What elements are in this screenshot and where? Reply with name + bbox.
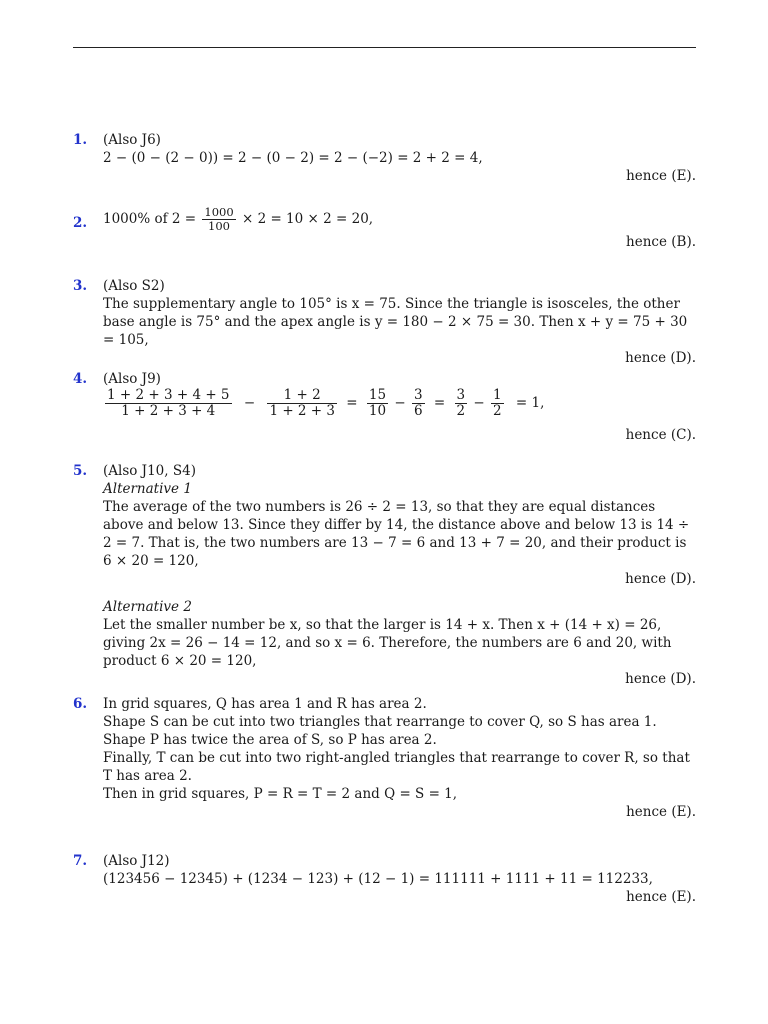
solution-text: Then in grid squares, P = R = T = 2 and Q = S = 1,	[103, 786, 458, 802]
question-number: 6.	[73, 696, 88, 712]
answer-line: hence (B).	[626, 234, 696, 250]
fraction-numerator: 3	[456, 387, 466, 403]
operator: −	[473, 395, 485, 411]
fraction	[455, 388, 468, 419]
answer-line: hence (E).	[626, 804, 696, 820]
operator: =	[433, 395, 446, 411]
solution-4	[73, 370, 696, 444]
solution-6	[73, 695, 696, 821]
also-tag: (Also J12)	[103, 853, 170, 869]
solution-text: Let the smaller number be x, so that the larger is 14 + x. Then x + (14 + x) = 26, giving 2x = 26 − 14 = 12, and so x = 6. Therefore, the numbers are 6 and 20, with product 6 × 20 = 120,	[103, 617, 672, 669]
fraction-denominator: 1 + 2 + 3	[269, 403, 335, 419]
working-suffix: × 2 = 10 × 2 = 20,	[241, 211, 374, 227]
alternative-heading: Alternative 1	[103, 481, 192, 497]
fraction-denominator: 6	[414, 403, 423, 419]
fraction-denominator: 2	[493, 403, 502, 419]
working-line	[103, 206, 696, 233]
fraction	[267, 388, 337, 419]
solution-2	[73, 206, 696, 251]
answer-line: hence (D).	[625, 350, 696, 366]
header-rule	[73, 47, 696, 48]
fraction	[412, 388, 425, 419]
working-line	[103, 388, 696, 426]
solution-text: The supplementary angle to 105° is x = 75. Since the triangle is isosceles, the other base angle is 75° and the apex angle is y = 180 − 2 × 75 = 30. Then x + y = 75 + 30 = 105,	[103, 296, 688, 348]
solution-3	[73, 277, 696, 367]
question-number: 3.	[73, 278, 88, 294]
solution-5	[73, 462, 696, 688]
fraction-numerator: 1	[493, 387, 502, 403]
fraction-numerator: 1 + 2 + 3 + 4 + 5	[107, 387, 230, 403]
also-tag: (Also S2)	[103, 278, 165, 294]
fraction	[491, 388, 504, 419]
fraction	[105, 388, 232, 419]
alternative-heading: Alternative 2	[103, 599, 192, 615]
fraction-denominator: 2	[456, 403, 466, 419]
fraction-denominator: 100	[208, 219, 230, 233]
question-number: 4.	[73, 371, 88, 387]
solution-text: In grid squares, Q has area 1 and R has area 2.	[103, 696, 427, 712]
fraction-denominator: 1 + 2 + 3 + 4	[121, 403, 216, 419]
answer-line: hence (E).	[626, 168, 696, 184]
solution-1	[73, 131, 696, 185]
answer-line: hence (E).	[626, 889, 696, 905]
fraction	[202, 206, 235, 233]
fraction-numerator: 15	[368, 387, 387, 403]
answer-line: hence (D).	[625, 571, 696, 587]
working-line: 2 − (0 − (2 − 0)) = 2 − (0 − 2) = 2 − (−2) = 2 + 2 = 4,	[103, 150, 483, 166]
solution-text: The average of the two numbers is 26 ÷ 2 = 13, so that they are equal distances above and below 13. Since they differ by 14, the distance above and below 13 is 14 ÷ 2 = 7. That is, the two numbers are 13 − 7 = 6 and 13 + 7 = 20, and their product is 6 × 20 = 120,	[103, 499, 690, 569]
solution-7	[73, 852, 696, 906]
solution-text: Finally, T can be cut into two right-angled triangles that rearrange to cover R, so that T has area 2.	[103, 750, 690, 784]
fraction-denominator: 10	[368, 403, 387, 419]
question-number: 2.	[73, 215, 88, 231]
also-tag: (Also J10, S4)	[103, 463, 196, 479]
fraction-numerator: 1 + 2	[267, 388, 337, 404]
also-tag: (Also J6)	[103, 132, 161, 148]
solution-text: Shape P has twice the area of S, so P has area 2.	[103, 732, 437, 748]
fraction-numerator: 3	[414, 387, 423, 403]
fraction-numerator: 1000	[204, 205, 234, 219]
working-prefix: 1000% of 2 =	[103, 211, 197, 227]
operator: −	[243, 395, 256, 411]
question-number: 1.	[73, 132, 88, 148]
answer-line: hence (C).	[625, 427, 696, 443]
question-number: 7.	[73, 853, 88, 869]
answer-line: hence (D).	[625, 671, 696, 687]
operator: =	[346, 395, 358, 411]
also-tag: (Also J9)	[103, 371, 161, 387]
working-suffix: = 1,	[515, 395, 545, 411]
fraction	[367, 388, 388, 419]
operator: −	[394, 395, 406, 411]
solution-text: Shape S can be cut into two triangles that rearrange to cover Q, so S has area 1.	[103, 714, 657, 730]
working-line: (123456 − 12345) + (1234 − 123) + (12 − 1) = 111111 + 1111 + 11 = 112233,	[103, 871, 653, 887]
question-number: 5.	[73, 463, 88, 479]
